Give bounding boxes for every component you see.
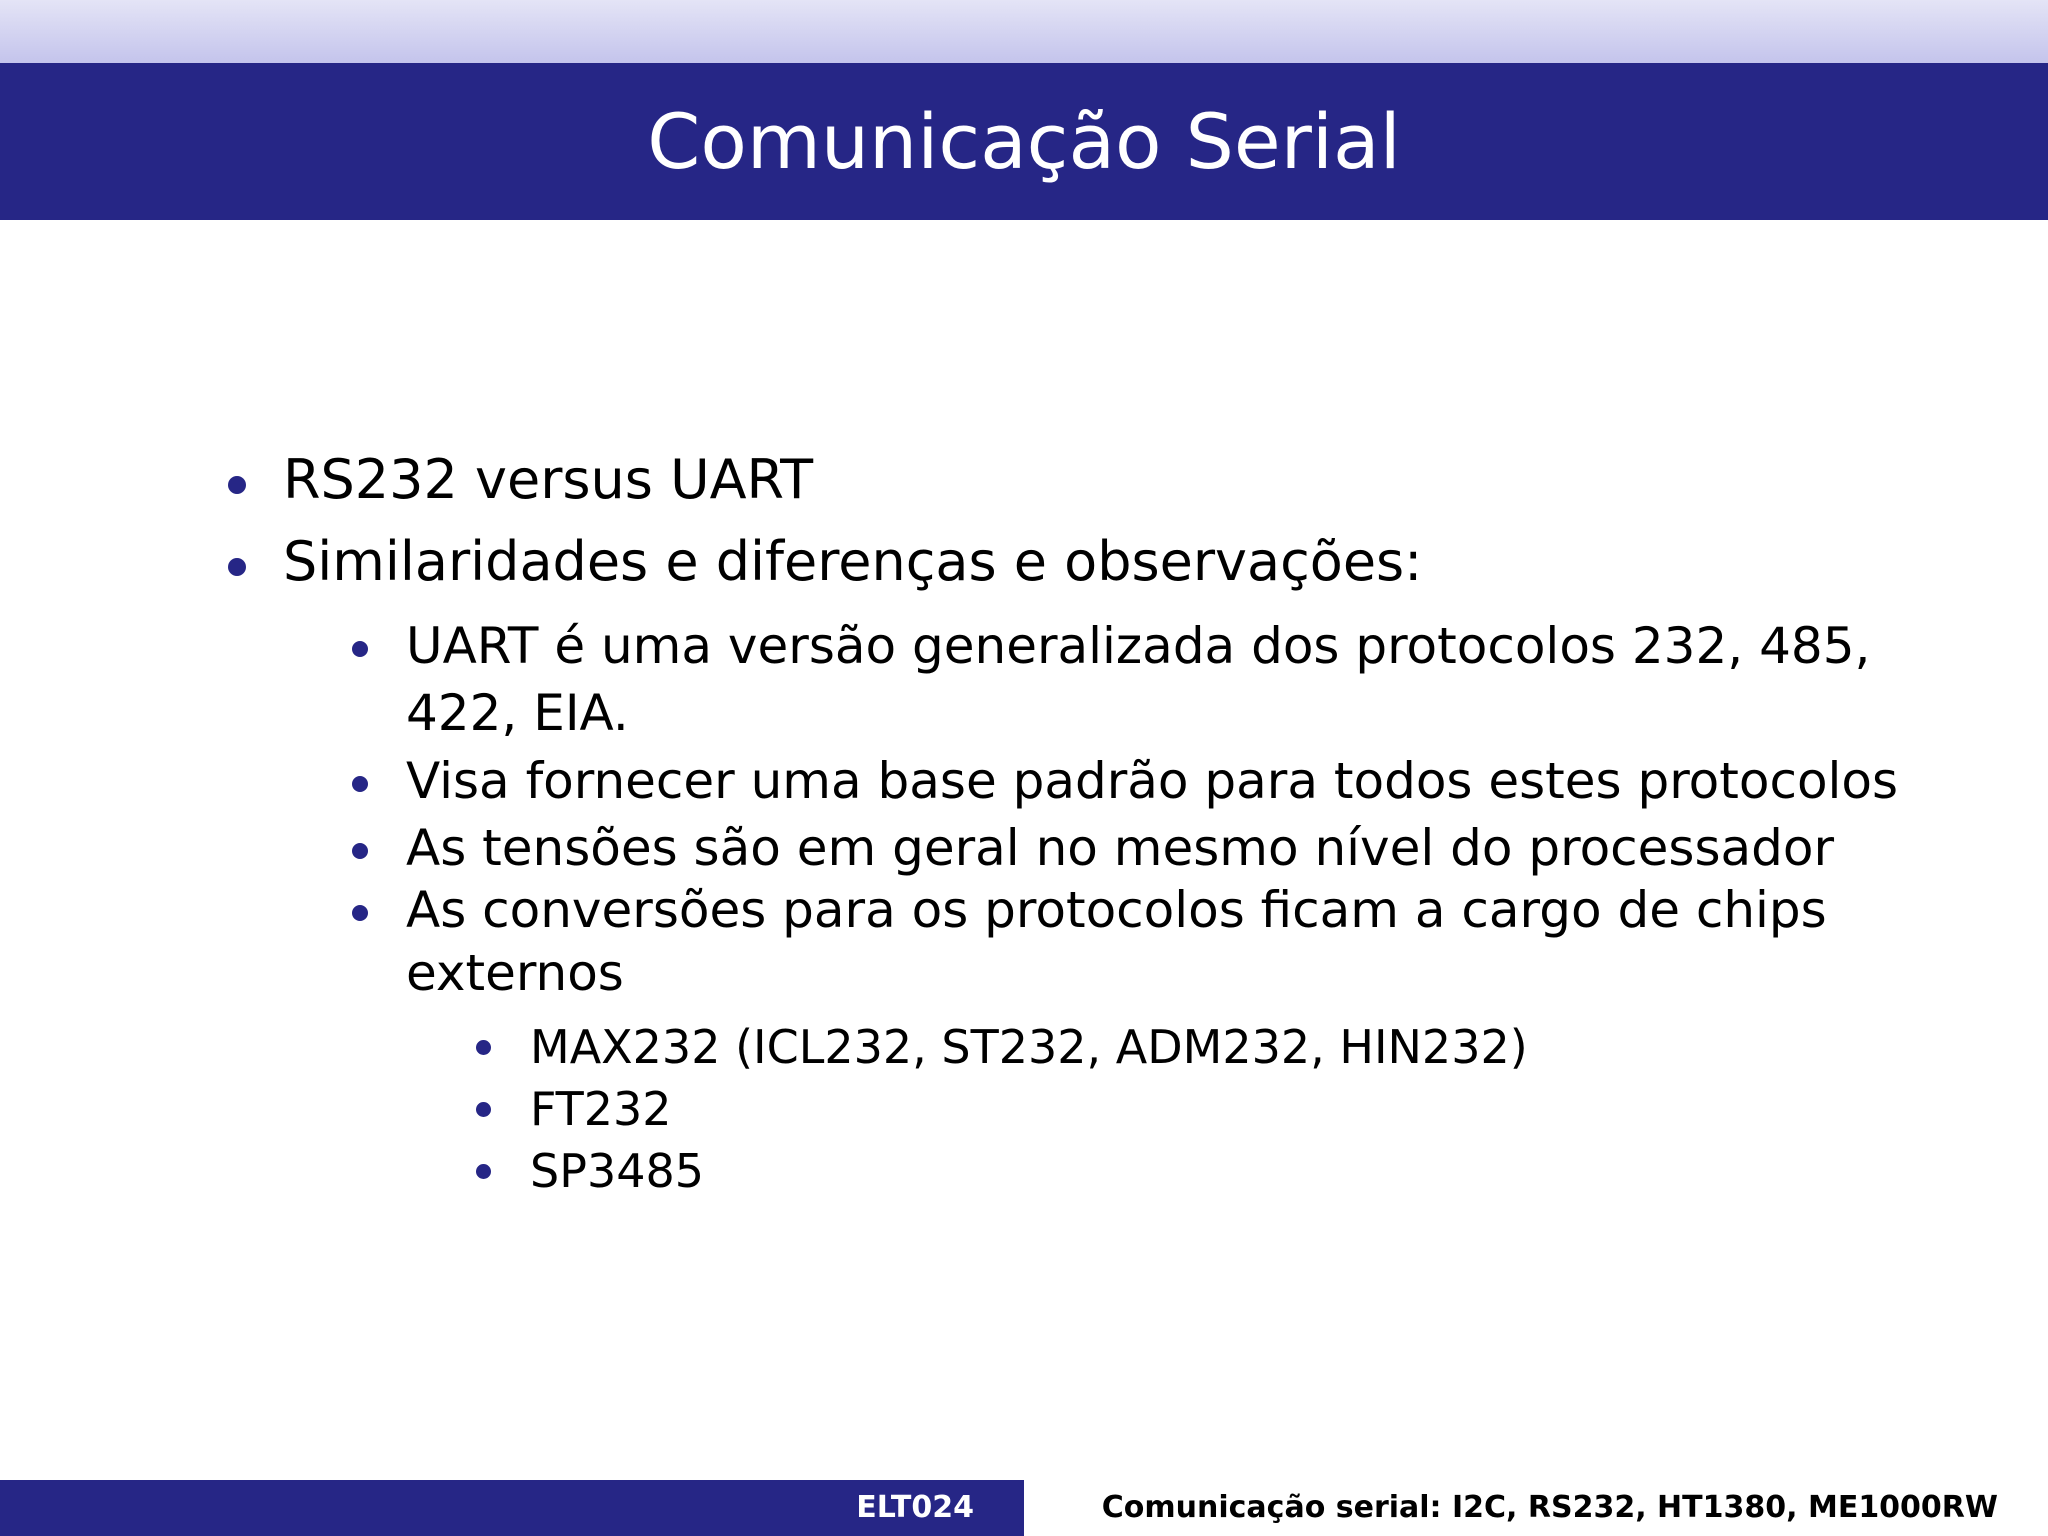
sub-bullet-visa-fornecer: Visa fornecer uma base padrão para todos estes protocolos: [406, 752, 1899, 810]
sub-sub-bullet-ft232: FT232: [530, 1082, 672, 1136]
sub-bullet-tensoes: As tensões são em geral no mesmo nível do processador: [406, 819, 1835, 877]
bullet-dot: [228, 476, 246, 494]
footer-title-panel: [1024, 1480, 2048, 1536]
bullet-dot: [352, 641, 368, 657]
sub-bullet-conversoes-cont: externos: [406, 944, 624, 1002]
footer-course-code: ELT024: [856, 1490, 974, 1525]
footer-course-panel: [0, 1480, 1024, 1536]
bullet-dot: [476, 1102, 491, 1117]
sub-sub-bullet-max232: MAX232 (ICL232, ST232, ADM232, HIN232): [530, 1020, 1528, 1074]
slide-title: Comunicação Serial: [647, 97, 1401, 186]
sub-bullet-conversoes: As conversões para os protocolos ficam a cargo de chips: [406, 881, 1827, 939]
sub-sub-bullet-sp3485: SP3485: [530, 1144, 705, 1198]
footer: [0, 1480, 2048, 1536]
bullet-rs232-versus-uart: RS232 versus UART: [283, 448, 814, 511]
footer-presentation-title: Comunicação serial: I2C, RS232, HT1380, ME1000RW: [1101, 1490, 1998, 1525]
sub-bullet-uart-generalizada: UART é uma versão generalizada dos protocolos 232, 485,: [406, 617, 1871, 675]
sub-bullet-uart-generalizada-cont: 422, EIA.: [406, 684, 629, 742]
bullet-dot: [476, 1164, 491, 1179]
bullet-similaridades: Similaridades e diferenças e observações:: [283, 530, 1423, 593]
bullet-dot: [352, 905, 368, 921]
bullet-dot: [352, 843, 368, 859]
bullet-dot: [476, 1040, 491, 1055]
bullet-dot: [352, 776, 368, 792]
bullet-dot: [228, 558, 246, 576]
